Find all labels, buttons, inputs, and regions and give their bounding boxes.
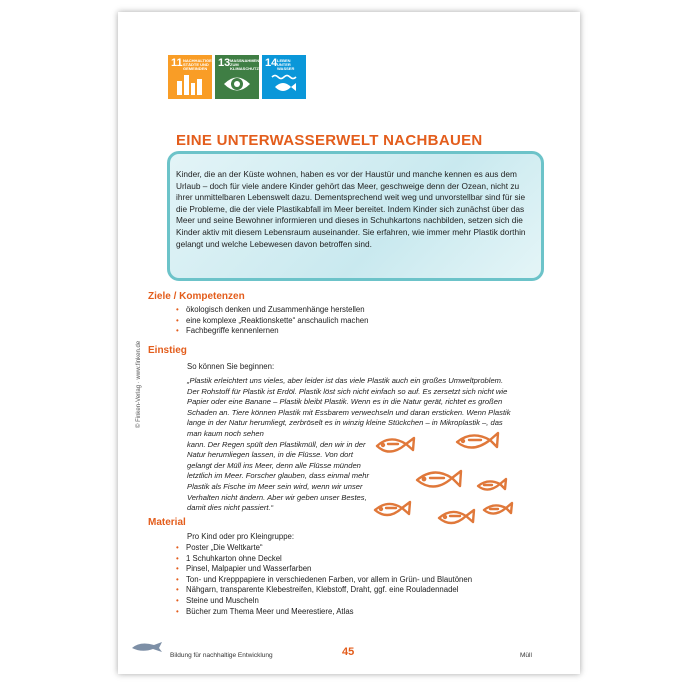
quote-line: gelangt der Müll ins Meer, denn alle Flüsse münden: [187, 460, 361, 470]
fish-illustration: [370, 428, 520, 533]
sdg-11-badge: 11 NACHHALTIGE STÄDTE UND GEMEINDEN: [168, 55, 212, 99]
footer-series: Bildung für nachhaltige Entwicklung: [170, 652, 273, 659]
fish-icon: [417, 471, 461, 487]
page-title: EINE UNTERWASSERWELT NACHBAUEN: [176, 132, 483, 149]
fish-icon: [457, 433, 498, 448]
start-heading: Einstieg: [148, 345, 187, 356]
fish-icon: [377, 438, 414, 452]
sdg-13-badge: 13 MASSNAHMEN ZUM KLIMASCHUTZ: [215, 55, 259, 99]
city-icon: [176, 73, 204, 95]
quote-wide: „Plastik erleichtert uns vieles, aber leider ist das viele Plastik auch ein großes Umweltproblem. Der Rohstoff für Plastik ist Erdöl. Plastik löst sich nicht einfach so auf. Es zersetzt sich nicht wie Papier oder eine Banane – Plastik bleibt Plastik. Wenn es in die Natur gerät, richtet es großen Schaden an. Tiere können Plastik mit Essbarem verwechseln und daran ersticken. Wenn Plastik lange in der Natur herumliegt, zerbröselt es in winzig kleine Stückchen – in Mikroplastik –, das man kaum noch sehen: [187, 376, 511, 438]
goals-list: [176, 305, 368, 337]
start-lead: So können Sie beginnen:: [187, 362, 275, 371]
footer-topic: Müll: [520, 652, 532, 659]
list-item: • ökologisch denken und Zusammenhänge herstellen: [176, 305, 368, 316]
fish-icon: [484, 503, 512, 514]
fish-icon: [478, 479, 506, 490]
list-item: • Fachbegriffe kennenlernen: [176, 326, 368, 337]
list-item: • Bücher zum Thema Meer und Meerestiere, Atlas: [176, 607, 472, 618]
material-lead: Pro Kind oder pro Kleingruppe:: [187, 532, 295, 541]
sdg-14-badge: 14 LEBEN UNTER WASSER: [262, 55, 306, 99]
material-heading: Material: [148, 517, 186, 528]
quote-line: Natur herumliegen lassen, in die Flüsse. Von dort: [187, 450, 354, 460]
fish-wave-icon: [270, 73, 298, 95]
whale-icon: [130, 640, 164, 654]
eye-globe-icon: [223, 73, 251, 95]
list-item: • eine komplexe „Reaktionskette“ anschaulich machen: [176, 316, 368, 327]
fish-icon: [439, 510, 474, 523]
quote-line: Verhalten nicht ändern. Aber wir geben unser Bestes,: [187, 492, 367, 502]
material-list: [176, 543, 472, 617]
page-number: 45: [342, 646, 355, 658]
list-item: • Steine und Muscheln: [176, 596, 472, 607]
intro-text: Kinder, die an der Küste wohnen, haben es vor der Haustür und manche kennen es aus dem Urlaub – doch für viele andere Kinder gehört das Meer, geschweige denn der Ozean, nicht zu ihrer unmittelbaren Lebenswelt dazu. Dementsprechend weit weg und unvorstellbar sind für sie die Probleme, die der viele Plastikabfall im Meer bereitet. Indem Kinder sich zunächst über das Meer und seine Bewohner informieren und dieses in Schuhkartons nachbilden, setzen sich die Kinder aktiv mit diesem Lebensraum auseinander. Sie erfahren, wie immer mehr Plastik dorthin gelangt und welche Lebewesen davon betroffen sind.: [176, 169, 526, 249]
quote-line: damit dies nicht passiert.“: [187, 503, 274, 513]
list-item: • Pinsel, Malpapier und Wasserfarben: [176, 564, 472, 575]
quote-line: letztlich im Meer. Forscher glauben, dass einmal mehr: [187, 471, 370, 481]
goals-heading: Ziele / Kompetenzen: [148, 291, 245, 302]
list-item: • Poster „Die Weltkarte“: [176, 543, 472, 554]
quote-line: Plastik als Fische im Meer sein wird, wenn wir unser: [187, 481, 363, 491]
fish-icon: [375, 502, 410, 515]
list-item: • Ton- und Krepppapiere in verschiedenen Farben, vor allem in Grün- und Blautönen: [176, 575, 472, 586]
list-item: • Nähgarn, transparente Klebestreifen, Klebstoff, Draht, ggf. eine Rouladennadel: [176, 585, 472, 596]
quote-line: kann. Der Regen spült den Plastikmüll, den wir in der: [187, 439, 366, 449]
copyright-note: © Finken-Verlag · www.finken.de: [136, 340, 142, 428]
list-item: • 1 Schuhkarton ohne Deckel: [176, 554, 472, 565]
